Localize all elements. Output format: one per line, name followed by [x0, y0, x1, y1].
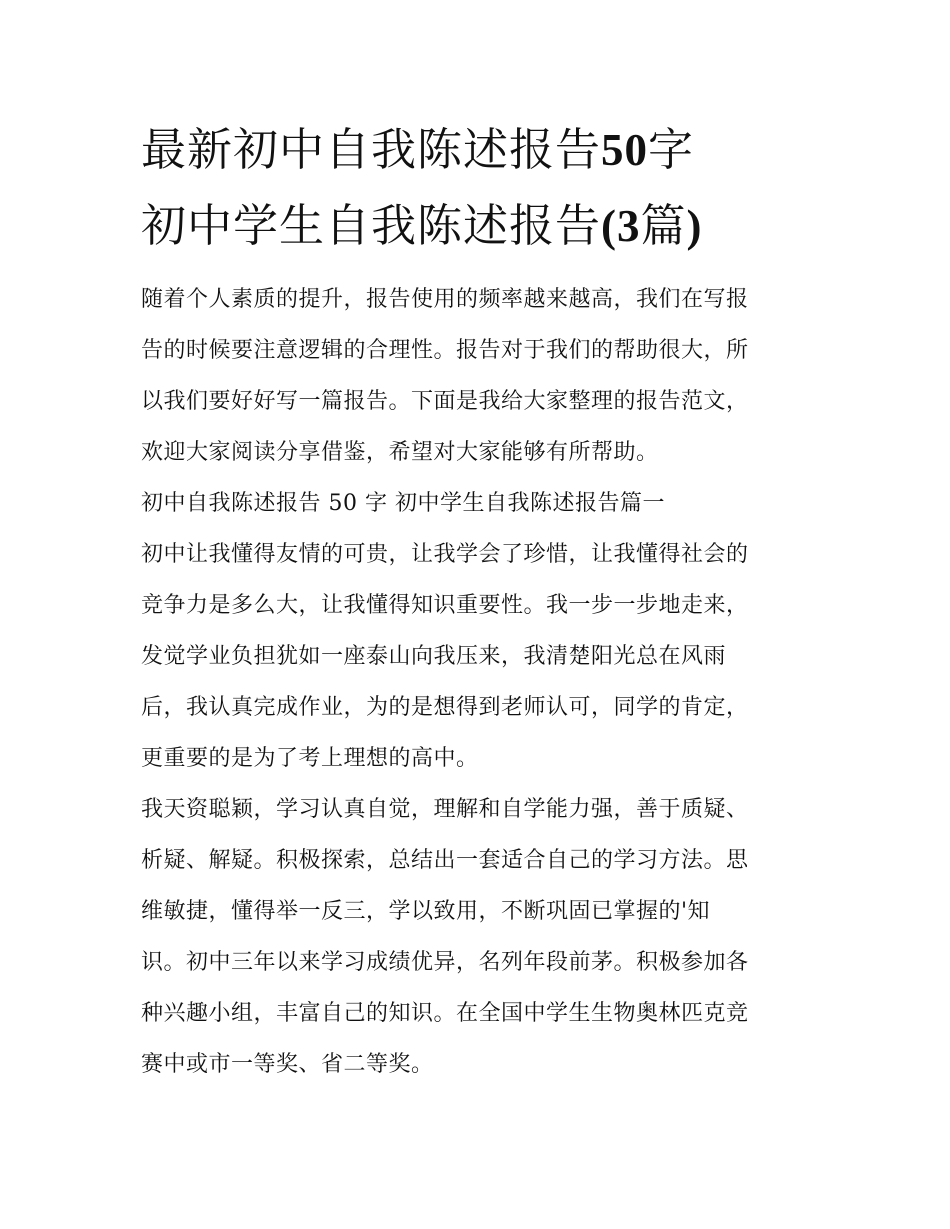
text-line: 告的时候要注意逻辑的合理性。报告对于我们的帮助很大，所 — [141, 338, 749, 363]
title-line: 最新初中自我陈述报告50字 — [141, 123, 695, 176]
document-title — [141, 112, 821, 264]
text-line: 以我们要好好写一篇报告。下面是我给大家整理的报告范文， — [141, 389, 749, 414]
text-line: 我天资聪颖，学习认真自觉，理解和自学能力强，善于质疑、 — [141, 797, 749, 822]
paragraph — [141, 529, 821, 784]
text-line: 后，我认真完成作业，为的是想得到老师认可，同学的肯定， — [141, 695, 749, 720]
title-line: 初中学生自我陈述报告(3篇) — [141, 199, 703, 252]
text-line: 随着个人素质的提升，报告使用的频率越来越高，我们在写报 — [141, 287, 749, 312]
document-body — [141, 274, 821, 1090]
text-line: 初中自我陈述报告 50 字 初中学生自我陈述报告篇一 — [141, 491, 665, 516]
section-heading — [141, 478, 821, 529]
paragraph — [141, 274, 821, 478]
text-line: 发觉学业负担犹如一座泰山向我压来，我清楚阳光总在风雨 — [141, 644, 727, 669]
text-line: 维敏捷，懂得举一反三，学以致用，不断巩固已掌握的'知 — [141, 899, 711, 924]
text-line: 初中让我懂得友情的可贵，让我学会了珍惜，让我懂得社会的 — [141, 542, 749, 567]
paragraph — [141, 784, 821, 1090]
text-line: 更重要的是为了考上理想的高中。 — [141, 746, 479, 771]
text-line: 析疑、解疑。积极探索，总结出一套适合自己的学习方法。思 — [141, 848, 749, 873]
text-line: 欢迎大家阅读分享借鉴，希望对大家能够有所帮助。 — [141, 440, 659, 465]
text-line: 识。初中三年以来学习成绩优异，名列年段前茅。积极参加各 — [141, 950, 749, 975]
text-line: 赛中或市一等奖、省二等奖。 — [141, 1052, 434, 1077]
text-line: 种兴趣小组，丰富自己的知识。在全国中学生生物奥林匹克竞 — [141, 1001, 749, 1026]
text-line: 竞争力是多么大，让我懂得知识重要性。我一步一步地走来， — [141, 593, 749, 618]
document-page — [141, 112, 821, 1090]
